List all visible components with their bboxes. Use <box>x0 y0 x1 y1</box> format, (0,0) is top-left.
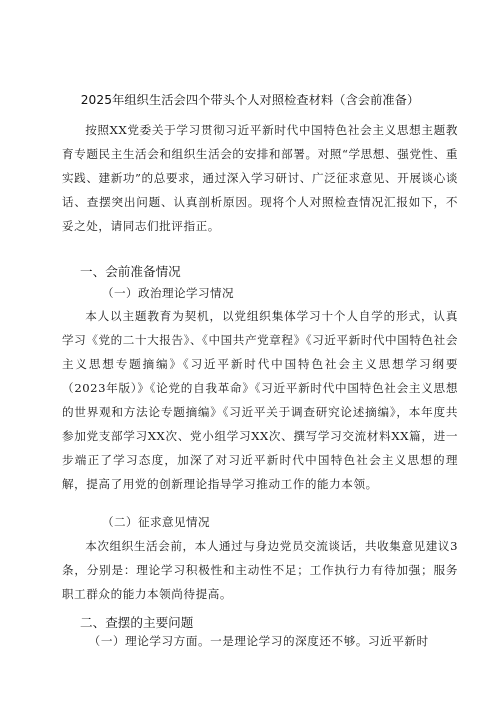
opinions-block <box>62 534 458 606</box>
subsection-heading-opinions: （二）征求意见情况 <box>102 515 210 529</box>
section-heading-problems: 二、查摆的主要问题 <box>80 615 194 630</box>
opinions-paragraph: 本次组织生活会前，本人通过与身边党员交流谈话，共收集意见建议3条，分别是：理论学习积极性和主动性不足；工作执行力有待加强；服务职工群众的能力本领尚待提高。 <box>62 539 458 601</box>
intro-block <box>62 118 458 238</box>
section-heading-preparation: 一、会前准备情况 <box>80 264 181 279</box>
problems-paragraph: （一）理论学习方面。一是理论学习的深度还不够。习近平新时 <box>88 634 429 648</box>
theory-study-paragraph: 本人以主题教育为契机，以党组织集体学习十个人自学的形式，认真学习《党的二十大报告》、《中国共产党章程》《习近平新时代中国特色社会主义思想专题摘编》《习近平新时代中国特色社会主义思想学习纲要（2023年版）》《论党的自我革命》《习近平新时代中国特色社会主义思想的世界观和方法论专题摘编》《习近平关于调查研究论述摘编》，本年度共参加党支部学习XX次、党小组学习XX次、撰写学习交流材料XX篇，进一步端正了学习态度，加深了对习近平新时代中国特色社会主义思想的理解，提高了用党的创新理论指导学习推动工作的能力本领。 <box>62 309 458 491</box>
theory-study-block <box>62 304 458 496</box>
intro-paragraph: 按照XX党委关于学习贯彻习近平新时代中国特色社会主义思想主题教育专题民主生活会和组织生活会的安排和部署。对照“学思想、强党性、重实践、建新功”的总要求，通过深入学习研讨、广泛征求意见、开展谈心谈话、查摆突出问题、认真剖析原因。现将个人对照检查情况汇报如下，不妥之处，请同志们批评指正。 <box>62 123 458 233</box>
problems-block <box>62 629 458 653</box>
subsection-heading-theory-study: （一）政治理论学习情况 <box>102 286 234 300</box>
document-title: 2025年组织生活会四个带头个人对照检查材料（含会前准备） <box>80 93 420 107</box>
